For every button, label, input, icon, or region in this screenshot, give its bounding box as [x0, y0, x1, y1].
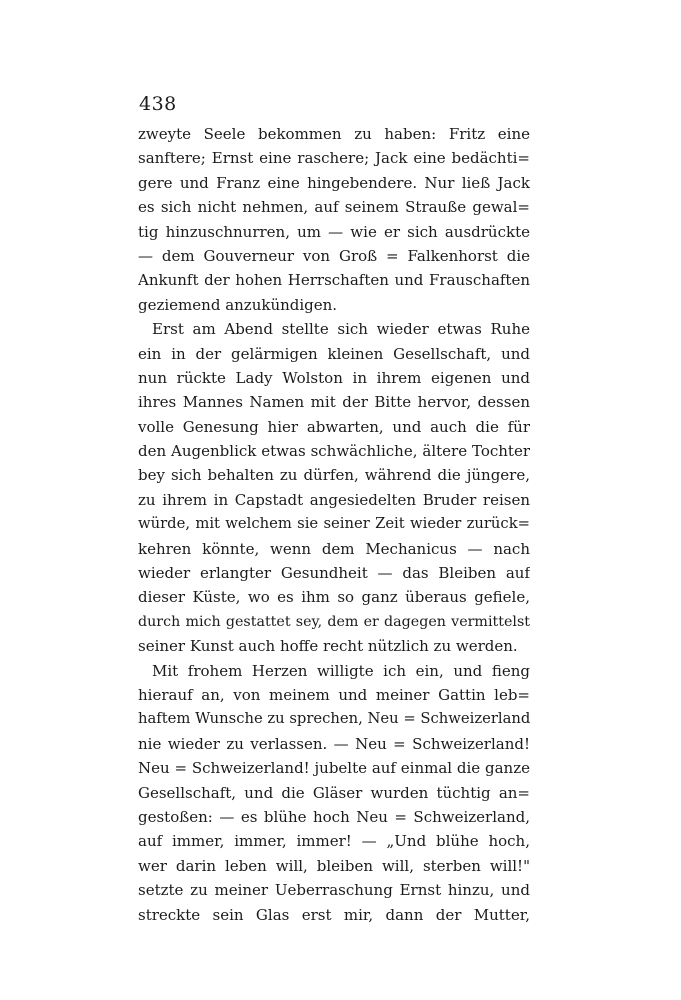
text-line: es sich nicht nehmen, auf seinem Strauße gewal= — [138, 198, 530, 217]
text-line: ihres Mannes Namen mit der Bitte hervor, dessen — [138, 393, 530, 412]
paragraph-start-line: Mit frohem Herzen willigte ich ein, und fieng — [152, 661, 530, 680]
text-line: hierauf an, von meinem und meiner Gattin leb= — [138, 685, 530, 704]
text-line: nun rückte Lady Wolston in ihrem eigenen und — [138, 368, 530, 387]
text-line: durch mich gestattet sey, dem er dagegen vermittelst — [138, 613, 530, 630]
text-line: — dem Gouverneur von Groß = Falkenhorst die — [138, 246, 530, 265]
text-line: Ankunft der hohen Herrschaften und Frauschaften — [138, 271, 530, 290]
text-line: volle Genesung hier abwarten, und auch die für — [138, 417, 530, 436]
text-line: Gesellschaft, und die Gläser wurden tüchtig an= — [138, 783, 530, 802]
text-line: wieder erlangter Gesundheit — das Bleiben auf — [138, 564, 530, 583]
text-line: auf immer, immer, immer! — „Und blühe hoch, — [138, 832, 530, 851]
text-line: streckte sein Glas erst mir, dann der Mutter, — [138, 905, 530, 924]
paragraph-start-line: Erst am Abend stellte sich wieder etwas Ruhe — [152, 320, 530, 339]
text-line: ein in der gelärmigen kleinen Gesellschaft, und — [138, 344, 530, 363]
text-line: setzte zu meiner Ueberraschung Ernst hinzu, und — [138, 881, 530, 900]
text-line: gere und Franz eine hingebendere. Nur ließ Jack — [138, 173, 530, 192]
text-line: sanftere; Ernst eine raschere; Jack eine bedächti= — [138, 149, 530, 168]
text-line: kehren könnte, wenn dem Mechanicus — nach — [138, 539, 530, 558]
text-line: den Augenblick etwas schwächliche, ältere Tochter — [138, 442, 530, 461]
paragraph-end-line: seiner Kunst auch hoffe recht nützlich zu werden. — [138, 637, 518, 656]
text-line: zweyte Seele bekommen zu haben: Fritz eine — [138, 125, 530, 143]
text-line: gestoßen: — es blühe hoch Neu = Schweizerland, — [138, 807, 530, 826]
text-line: tig hinzuschnurren, um — wie er sich ausdrückte — [138, 222, 530, 241]
text-line: zu ihrem in Capstadt angesiedelten Bruder reisen — [138, 490, 530, 509]
text-line: nie wieder zu verlassen. — Neu = Schweizerland! — [138, 734, 530, 753]
text-line: haftem Wunsche zu sprechen, Neu = Schweizerland — [138, 710, 530, 728]
paragraph-end-line: geziemend anzukündigen. — [138, 295, 338, 314]
text-line: wer darin leben will, bleiben will, sterben will!" — [138, 856, 530, 875]
text-line: würde, mit welchem sie seiner Zeit wieder zurück= — [138, 515, 530, 533]
page-number: 438 — [139, 93, 177, 115]
text-line: bey sich behalten zu dürfen, während die jüngere, — [138, 466, 530, 485]
text-line: dieser Küste, wo es ihm so ganz überaus gefiele, — [138, 588, 530, 607]
body-text — [138, 122, 530, 927]
text-line: Neu = Schweizerland! jubelte auf einmal die ganze — [138, 759, 530, 778]
